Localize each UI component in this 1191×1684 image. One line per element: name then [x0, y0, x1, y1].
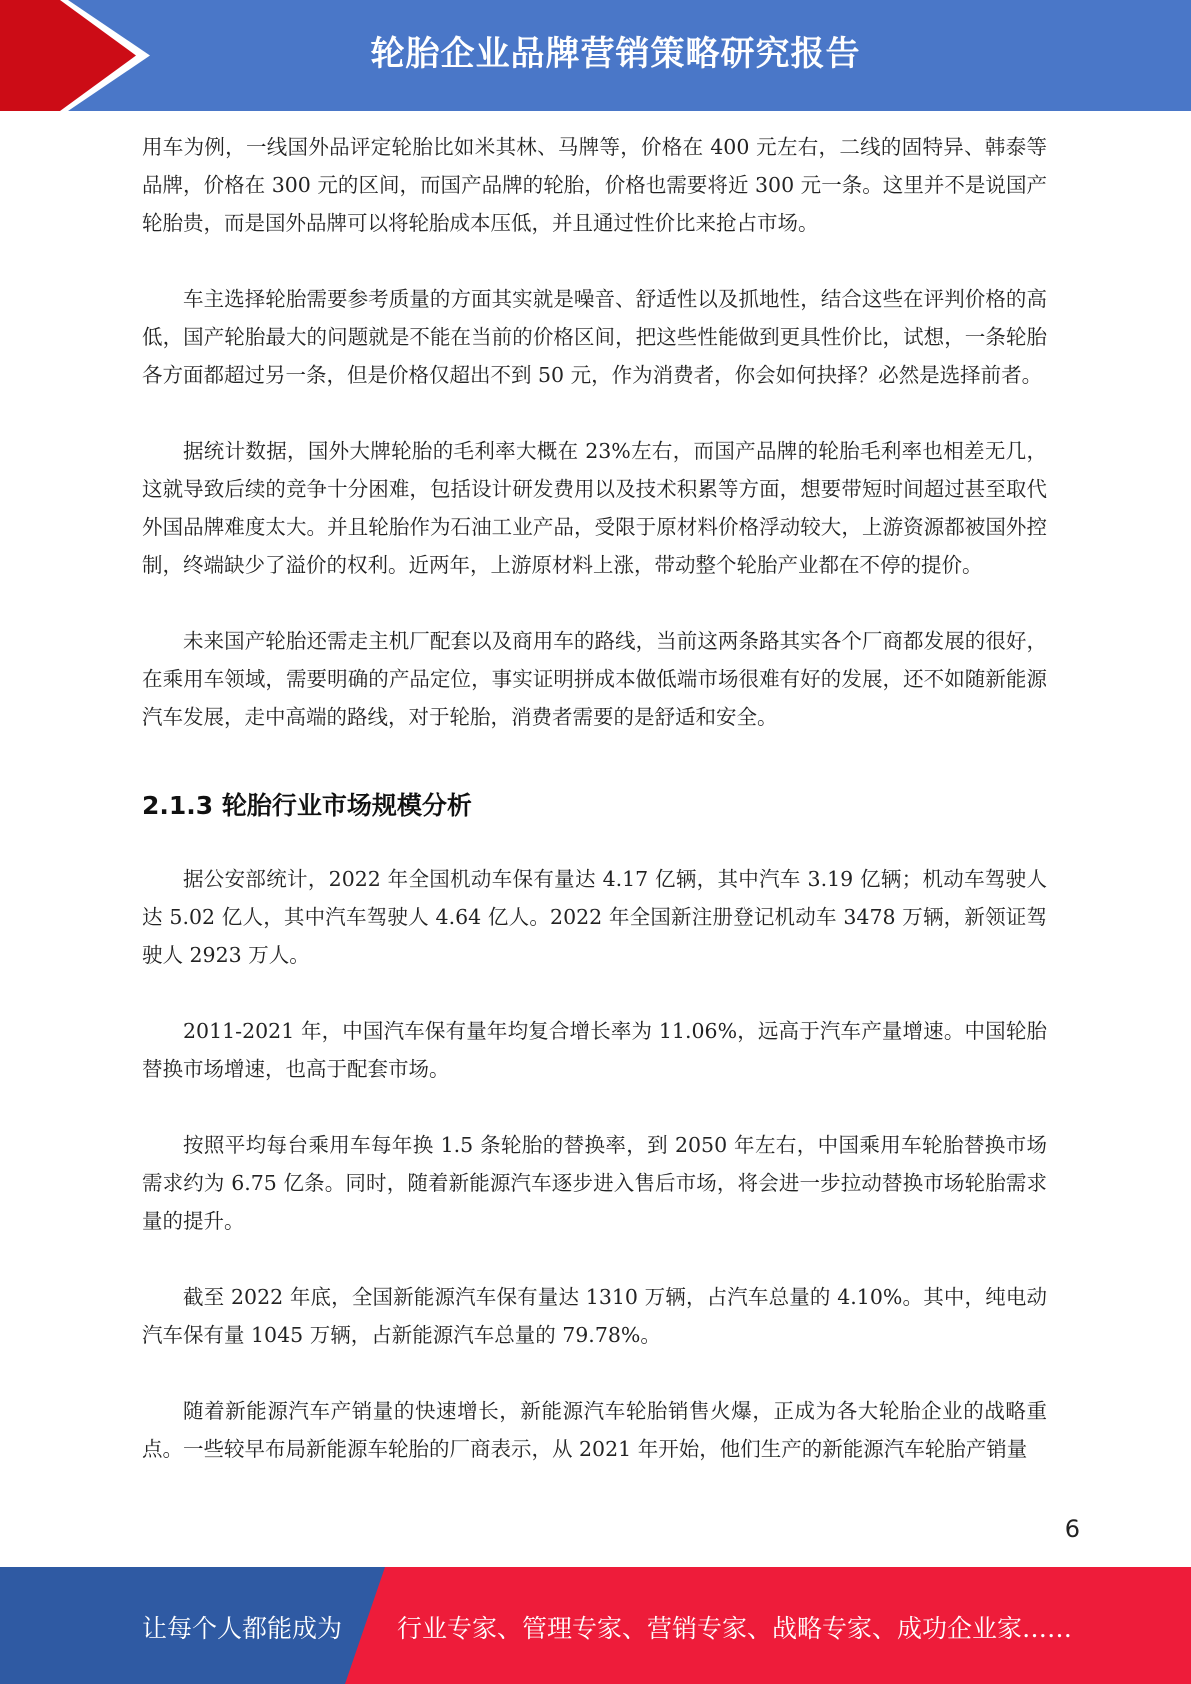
- paragraph: 车主选择轮胎需要参考质量的方面其实就是噪音、舒适性以及抓地性，结合这些在评判价格的高低，国产轮胎最大的问题就是不能在当前的价格区间，把这些性能做到更具性价比，试想，一条轮胎各方面都超过另一条，但是价格仅超出不到 50 元，作为消费者，你会如何抉择？必然是选择前者。: [142, 287, 1047, 387]
- paragraph: 随着新能源汽车产销量的快速增长，新能源汽车轮胎销售火爆，正成为各大轮胎企业的战略重点。一些较早布局新能源车轮胎的厂商表示，从 2021 年开始，他们生产的新能源汽车轮胎产销量: [142, 1399, 1047, 1461]
- page-footer: [0, 1567, 1191, 1684]
- document-body: [142, 128, 1047, 1468]
- paragraph: 据统计数据，国外大牌轮胎的毛利率大概在 23%左右，而国产品牌的轮胎毛利率也相差无几，这就导致后续的竞争十分困难，包括设计研发费用以及技术积累等方面，想要带短时间超过甚至取代外国品牌难度太大。并且轮胎作为石油工业产品，受限于原材料价格浮动较大，上游资源都被国外控制，终端缺少了溢价的权利。近两年，上游原材料上涨，带动整个轮胎产业都在不停的提价。: [142, 439, 1047, 577]
- page-number: 6: [1064, 1515, 1080, 1543]
- section-heading: 2.1.3 轮胎行业市场规模分析: [142, 791, 472, 820]
- page-header: [0, 0, 1191, 111]
- paragraph: 截至 2022 年底，全国新能源汽车保有量达 1310 万辆，占汽车总量的 4.10%。其中，纯电动汽车保有量 1045 万辆，占新能源汽车总量的 79.78%。: [142, 1285, 1047, 1347]
- paragraph: 按照平均每台乘用车每年换 1.5 条轮胎的替换率，到 2050 年左右，中国乘用车轮胎替换市场需求约为 6.75 亿条。同时，随着新能源汽车逐步进入售后市场，将会进一步拉动替换市场轮胎需求量的提升。: [142, 1133, 1047, 1233]
- paragraph: 据公安部统计，2022 年全国机动车保有量达 4.17 亿辆，其中汽车 3.19 亿辆；机动车驾驶人达 5.02 亿人，其中汽车驾驶人 4.64 亿人。2022 年全国新注册登记机动车 3478 万辆，新领证驾驶人 2923 万人。: [142, 867, 1047, 967]
- paragraph: 2011-2021 年，中国汽车保有量年均复合增长率为 11.06%，远高于汽车产量增速。中国轮胎替换市场增速，也高于配套市场。: [142, 1019, 1047, 1081]
- report-title: 轮胎企业品牌营销策略研究报告: [370, 34, 861, 74]
- footer-slogan-right: 行业专家、管理专家、营销专家、战略专家、成功企业家……: [397, 1614, 1073, 1643]
- paragraph: 未来国产轮胎还需走主机厂配套以及商用车的路线，当前这两条路其实各个厂商都发展的很好，在乘用车领域，需要明确的产品定位，事实证明拼成本做低端市场很难有好的发展，还不如随新能源汽车发展，走中高端的路线，对于轮胎，消费者需要的是舒适和安全。: [142, 629, 1047, 729]
- footer-slogan-left: 让每个人都能成为: [142, 1614, 343, 1643]
- paragraph-continuation: 用车为例，一线国外品评定轮胎比如米其林、马牌等，价格在 400 元左右，二线的固特异、韩泰等品牌，价格在 300 元的区间，而国产品牌的轮胎，价格也需要将近 300 元一条。这里并不是说国产轮胎贵，而是国外品牌可以将轮胎成本压低，并且通过性价比来抢占市场。: [142, 135, 1047, 235]
